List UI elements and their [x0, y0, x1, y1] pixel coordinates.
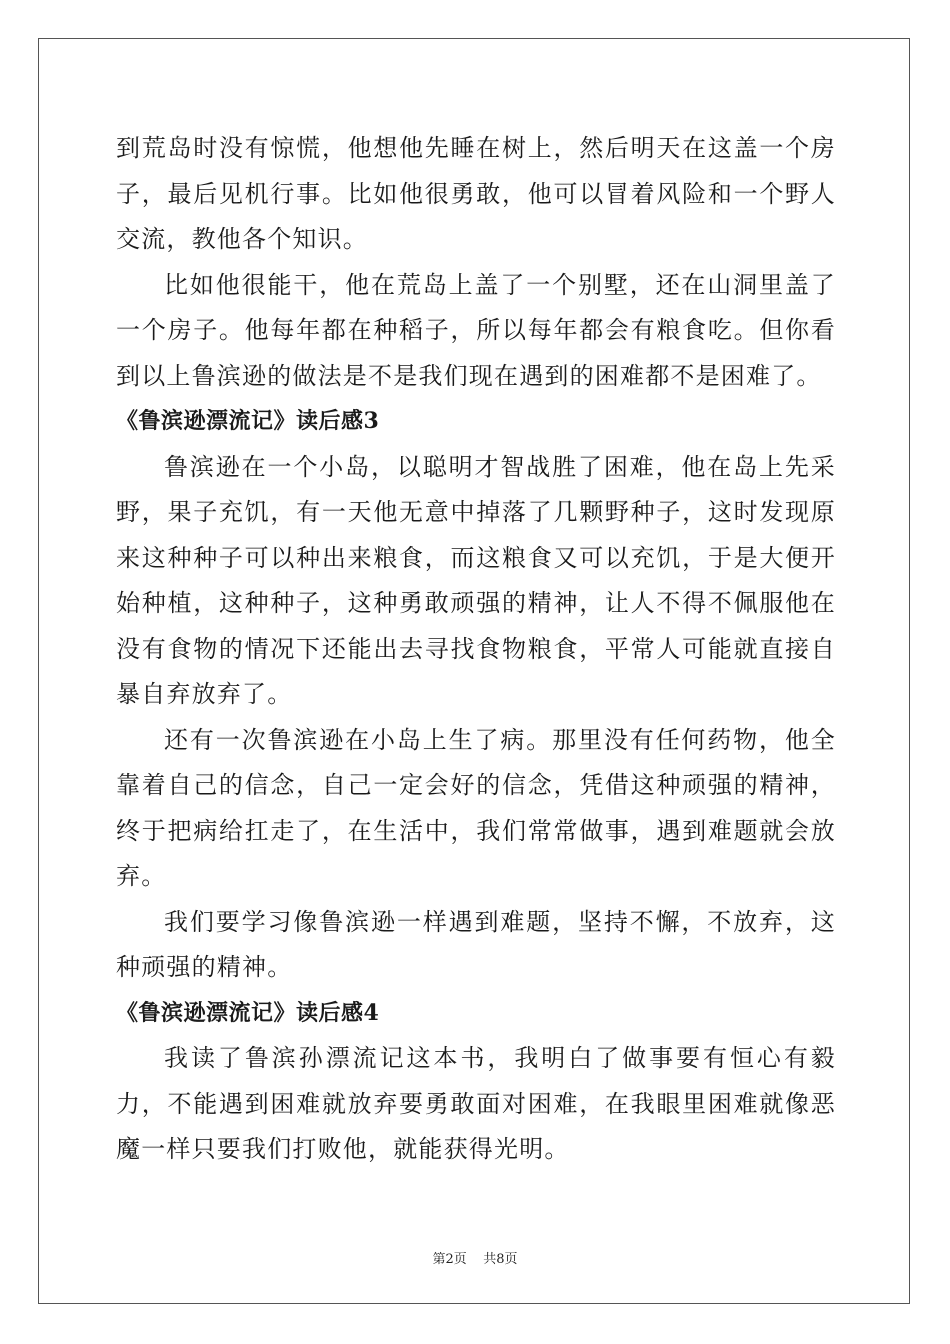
paragraph: 我们要学习像鲁滨逊一样遇到难题，坚持不懈，不放弃，这种顽强的精神。 [116, 907, 836, 981]
page-total: 共8页 [483, 1252, 518, 1267]
page-footer [0, 1248, 950, 1267]
paragraph: 鲁滨逊在一个小岛，以聪明才智战胜了困难，他在岛上先采野，果子充饥，有一天他无意中掉落了几颗野种子，这时发现原来这种种子可以种出来粮食，而这粮食又可以充饥，于是大便开始种植，这种种子，这种勇敢顽强的精神，让人不得不佩服他在没有食物的情况下还能出去寻找食物粮食，平常人可能就直接自暴自弃放弃了。 [116, 452, 836, 708]
paragraph: 比如他很能干，他在荒岛上盖了一个别墅，还在山洞里盖了一个房子。他每年都在种稻子，所以每年都会有粮食吃。但你看到以上鲁滨逊的做法是不是我们现在遇到的困难都不是困难了。 [116, 270, 836, 390]
document-body [116, 126, 836, 1173]
paragraph: 到荒岛时没有惊慌，他想他先睡在树上，然后明天在这盖一个房子，最后见机行事。比如他很勇敢，他可以冒着风险和一个野人交流，教他各个知识。 [116, 134, 836, 253]
page-number: 第2页 [432, 1252, 467, 1267]
section-heading: 《鲁滨逊漂流记》读后感4 [116, 999, 380, 1026]
section-heading: 《鲁滨逊漂流记》读后感3 [116, 408, 380, 434]
paragraph: 还有一次鲁滨逊在小岛上生了病。那里没有任何药物，他全靠着自己的信念，自己一定会好的信念，凭借这种顽强的精神，终于把病给扛走了，在生活中，我们常常做事，遇到难题就会放弃。 [116, 725, 836, 890]
paragraph: 我读了鲁滨孙漂流记这本书，我明白了做事要有恒心有毅力，不能遇到困难就放弃要勇敢面对困难，在我眼里困难就像恶魔一样只要我们打败他，就能获得光明。 [116, 1044, 836, 1163]
